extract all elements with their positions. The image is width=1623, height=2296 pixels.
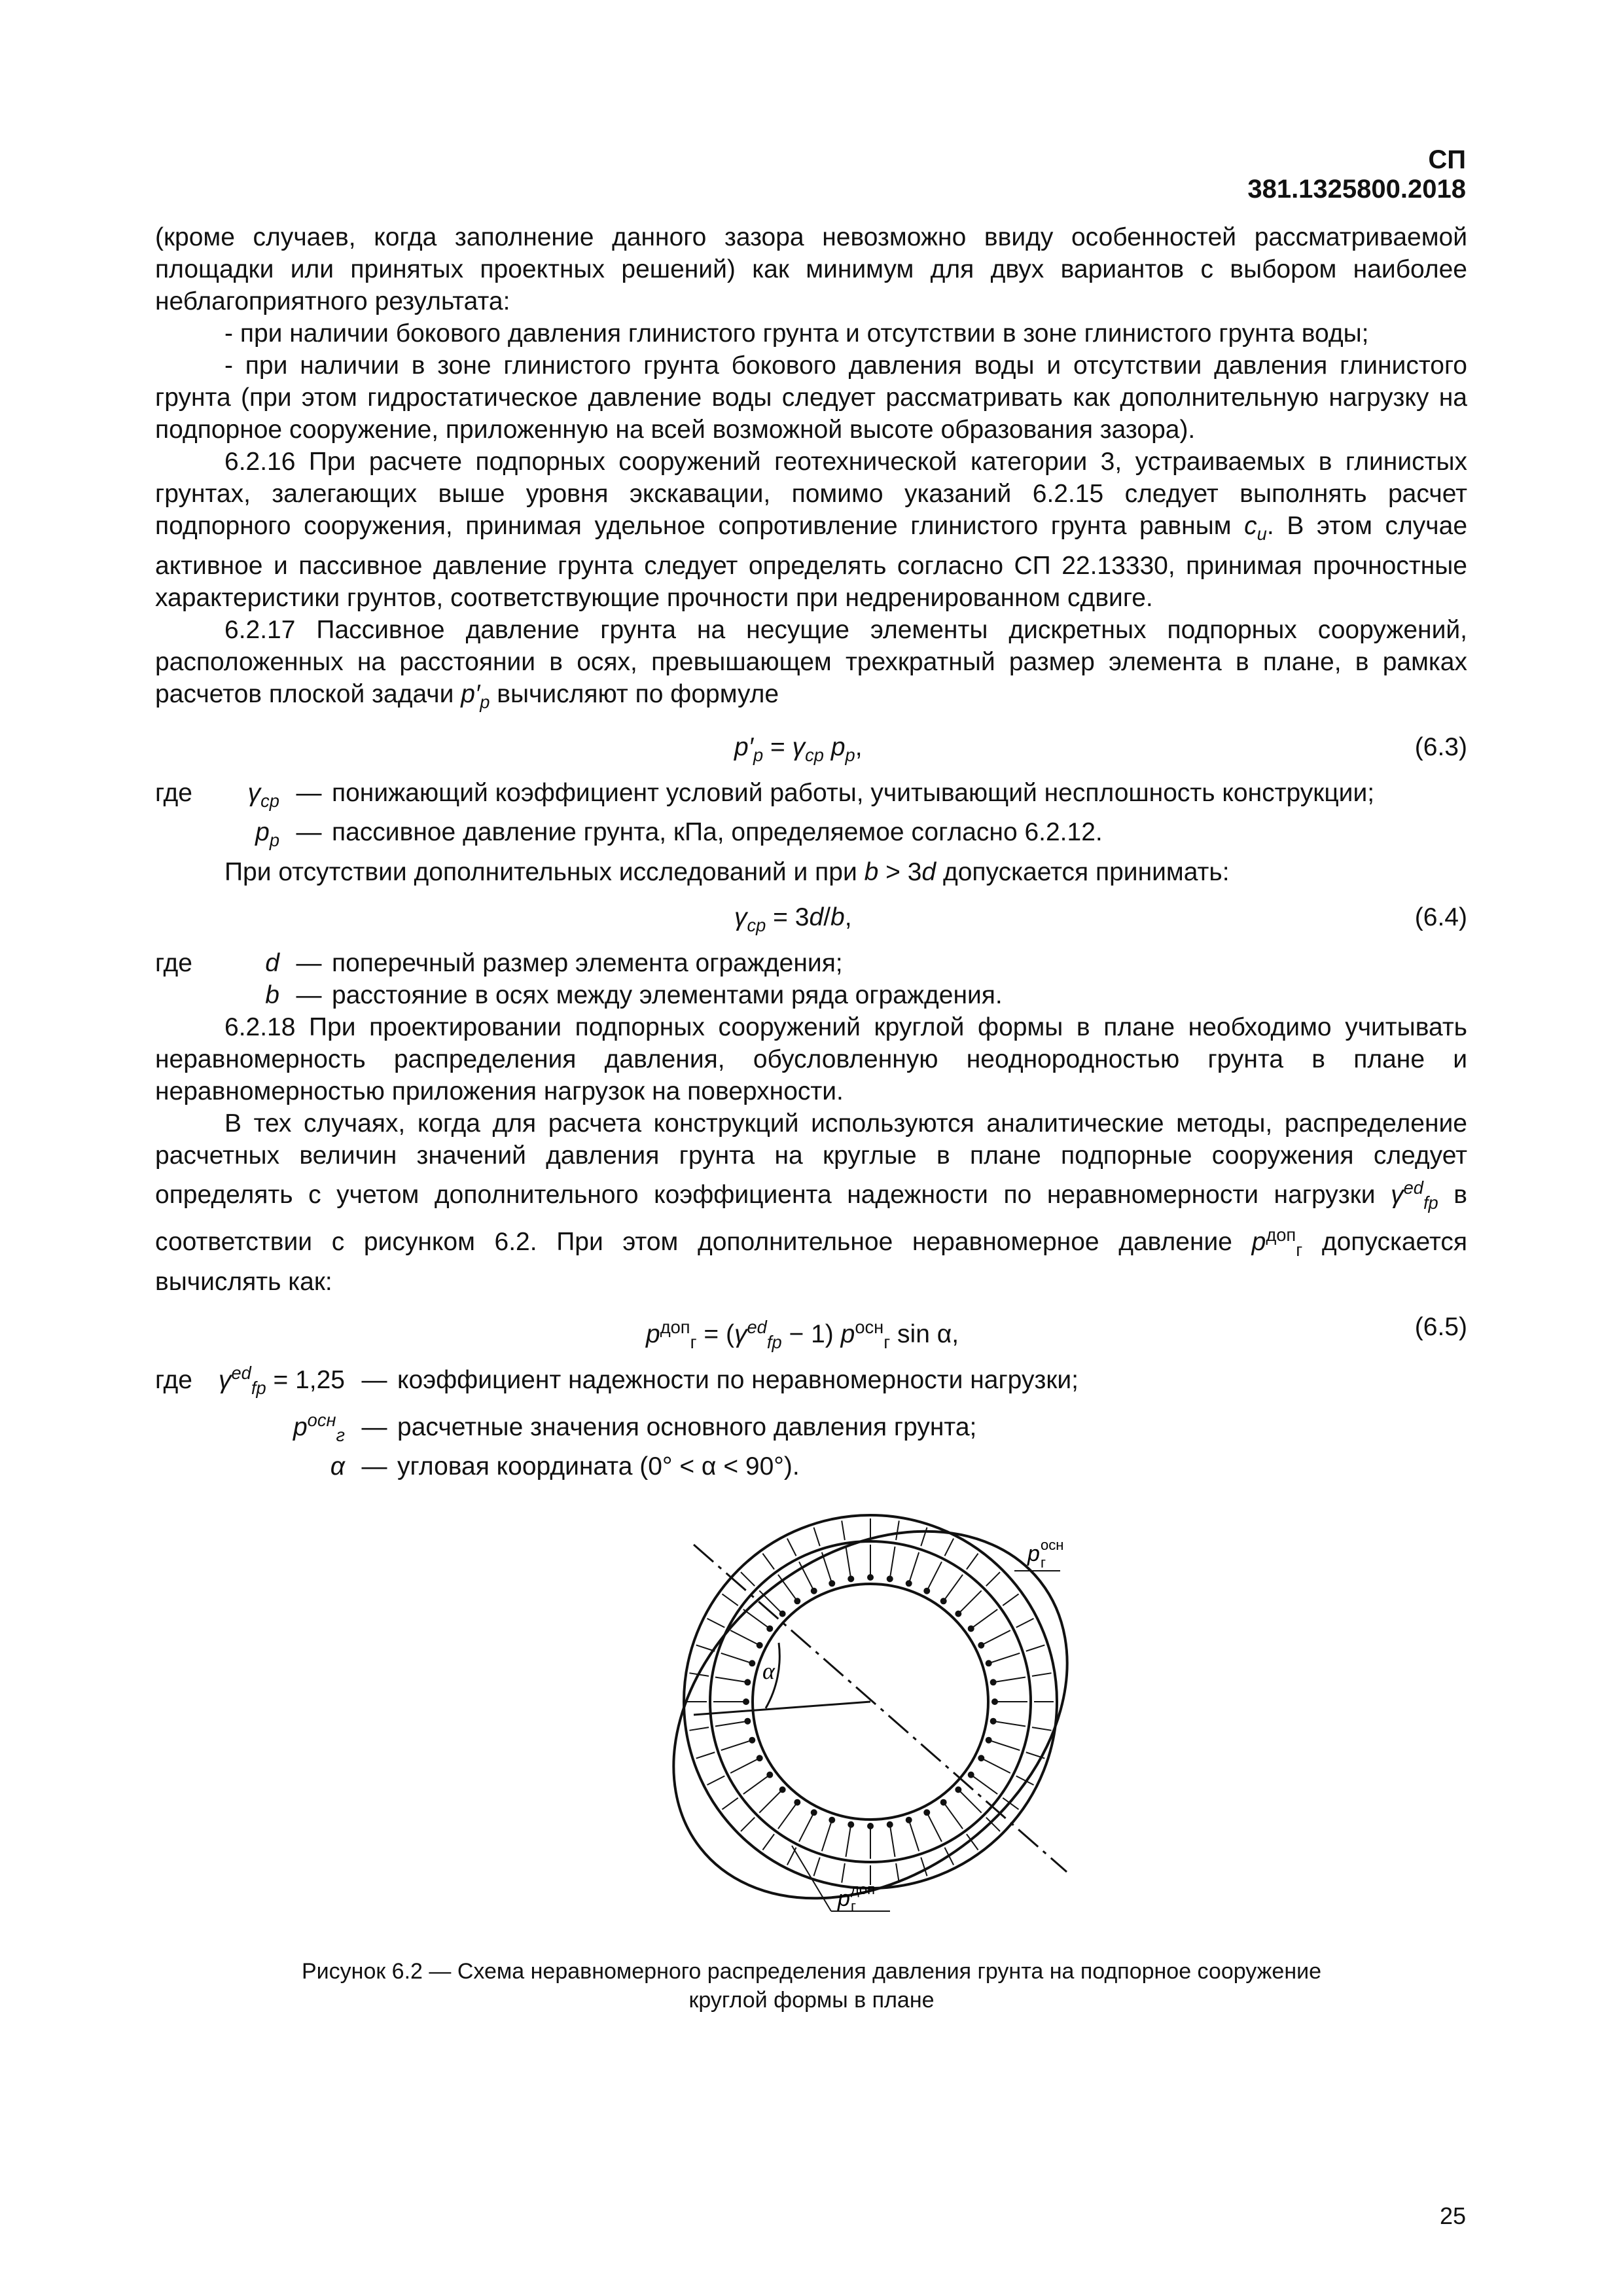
arrow-head — [829, 1818, 834, 1823]
arrow-head — [749, 1738, 755, 1743]
arrow-head — [767, 1626, 772, 1631]
formula-number: (6.3) — [1414, 732, 1467, 761]
arrow-head — [991, 1719, 996, 1724]
arrow-head — [745, 1679, 750, 1685]
pressure-arrow — [778, 1803, 797, 1829]
svg-text:г: г — [851, 1898, 857, 1914]
pressure-arrow — [958, 1590, 981, 1613]
pressure-arrow — [927, 1562, 942, 1591]
formula-6-5: $p^{доп}_г = (\gamma^{ed}_{fp} - 1)$ $p^{осн}_г$ sin α, (6.5) — [155, 1298, 1467, 1357]
pressure-arrow — [743, 1609, 770, 1628]
body-text — [155, 221, 1467, 1482]
alpha-label: α — [762, 1658, 775, 1684]
arrow-head — [986, 1738, 991, 1743]
arrow-head — [978, 1643, 984, 1648]
pressure-arrow — [971, 1609, 997, 1628]
pressure-arrow — [762, 1553, 774, 1569]
pressure-arrow — [689, 1727, 709, 1731]
formula-6-3: $p'_p = \gamma_{cp}$ $p_p$, (6.3) — [155, 718, 1467, 777]
svg-text:p: p — [838, 1886, 850, 1911]
pressure-arrow — [707, 1619, 725, 1628]
arrow-head — [906, 1581, 912, 1586]
pressure-arrow — [759, 1590, 782, 1613]
label-osn: осн — [1041, 1537, 1064, 1553]
pressure-arrow — [993, 1721, 1026, 1727]
pressure-arrow — [1032, 1727, 1052, 1731]
paragraph-6-2-17: 6.2.17 Пассивное давление грунта на несущие элементы дискретных подпорных сооружений, расположенных на расстоянии в осях, превышающем трехкратный размер элемента в плане, в рамках расчетов плоской задачи $p'_p$ вычисляют по формуле — [155, 615, 1467, 712]
svg-text:p: p — [1027, 1541, 1040, 1566]
pressure-arrow — [971, 1775, 997, 1794]
arrow-head — [941, 1598, 946, 1604]
pressure-arrow — [799, 1812, 814, 1842]
arrow-head — [757, 1643, 762, 1648]
pressure-arrow — [696, 1752, 715, 1758]
pressure-arrow — [778, 1575, 797, 1601]
arrow-head — [887, 1822, 893, 1827]
pressure-arrow — [981, 1630, 1010, 1645]
pressure-arrow — [846, 1547, 851, 1579]
pressure-arrow — [986, 1572, 1000, 1586]
arrow-head — [829, 1581, 834, 1586]
pressure-arrow — [944, 1539, 954, 1556]
arrow-head — [868, 1575, 873, 1580]
arrow-head — [924, 1810, 929, 1815]
pressure-arrow — [715, 1721, 747, 1727]
arrow-head — [978, 1755, 984, 1761]
arrow-head — [812, 1810, 817, 1815]
pressure-arrow — [842, 1863, 845, 1883]
arrow-head — [812, 1588, 817, 1594]
document-id-header: СП 381.1325800.2018 — [1247, 145, 1466, 204]
pressure-distribution-figure — [615, 1505, 1126, 1924]
pressure-arrow — [741, 1572, 755, 1586]
pressure-arrow — [822, 1552, 832, 1584]
pressure-arrow — [921, 1857, 927, 1876]
arrow-head — [887, 1576, 893, 1581]
pressure-arrow — [743, 1775, 770, 1794]
arrow-head — [868, 1823, 873, 1829]
pressure-arrow — [722, 1798, 738, 1810]
pressure-arrow — [890, 1825, 895, 1857]
arrow-head — [969, 1772, 974, 1778]
paragraph: В тех случаях, когда для расчета конструкций используются аналитические методы, распределение расчетных величин значений давления грунта на круглые в плане подпорные сооружения следует определять с учетом дополнительного коэффициента надежности по неравномерности нагрузки $\gamma^{ed}_{fp}$ в соответствии с рисунком 6.2. При этом дополнительное неравномерное давление $p^{доп}_г$ допускается вычислять как: — [155, 1109, 1467, 1296]
pressure-arrow — [944, 1575, 963, 1601]
arrow-head — [991, 1679, 996, 1685]
pressure-arrow — [787, 1539, 796, 1556]
pressure-arrow — [730, 1758, 760, 1773]
arrow-head — [767, 1772, 772, 1778]
pressure-arrow — [896, 1863, 899, 1883]
arrow-head — [848, 1576, 853, 1581]
pressure-arrow — [989, 1653, 1020, 1663]
arrow-head — [986, 1660, 991, 1666]
formula-number: (6.5) — [1414, 1312, 1467, 1341]
horizontal-radius-line — [694, 1702, 870, 1715]
pressure-arrow — [759, 1789, 782, 1812]
pressure-arrow — [1032, 1673, 1052, 1676]
arrow-head — [941, 1800, 946, 1805]
pressure-arrow — [927, 1812, 942, 1842]
arrow-head — [794, 1800, 800, 1805]
figure-caption: Рисунок 6.2 — Схема неравномерного распределения давления грунта на подпорное сооружение круглой формы в плане — [302, 1959, 1321, 2013]
arrow-head — [745, 1719, 750, 1724]
formula-6-4: $\gamma_{cp} = 3d/b$, (6.4) — [155, 888, 1467, 947]
arrow-head — [780, 1611, 785, 1617]
arrow-head — [924, 1588, 929, 1594]
pressure-arrow — [813, 1857, 819, 1876]
pressure-arrow — [722, 1594, 738, 1605]
paragraph: (кроме случаев, когда заполнение данного зазора невозможно ввиду особенностей рассматриваемой площадки или принятых проектных решений) как минимум для двух вариантов с выбором наиболее неблагоприятного результата: — [155, 223, 1467, 315]
pressure-arrow — [958, 1789, 981, 1812]
pressure-arrow — [715, 1677, 747, 1682]
pressure-arrow — [730, 1630, 760, 1645]
arrow-head — [794, 1598, 800, 1604]
arrow-head — [955, 1787, 961, 1792]
arrow-head — [992, 1699, 997, 1704]
pressure-arrow — [896, 1520, 899, 1540]
pressure-arrow — [846, 1825, 851, 1857]
formula-number: (6.4) — [1414, 903, 1467, 932]
pressure-arrow — [993, 1677, 1026, 1682]
pressure-arrow — [721, 1740, 753, 1750]
paragraph-6-2-18: 6.2.18 При проектировании подпорных сооружений круглой формы в плане необходимо учитывать неравномерность распределения давления, обусловленную неоднородностью грунта в плане и неравномерностью приложения нагрузок на поверхности. — [155, 1013, 1467, 1106]
arrow-head — [749, 1660, 755, 1666]
pressure-arrow — [890, 1547, 895, 1579]
pressure-arrow — [842, 1520, 845, 1540]
arrow-head — [780, 1787, 785, 1792]
label-dop: доп — [851, 1881, 875, 1897]
pressure-arrow — [721, 1653, 753, 1663]
list-item: - при наличии в зоне глинистого грунта бокового давления воды и отсутствии давления глинистого грунта (при этом гидростатическое давление воды следует рассматривать как дополнительную нагрузку на подпорное сооружение, приложенную на всей возможной высоте образования зазора). — [155, 351, 1467, 444]
list-item: - при наличии бокового давления глинистого грунта и отсутствии в зоне глинистого грунта воды; — [224, 319, 1369, 348]
pressure-arrow — [989, 1740, 1020, 1750]
pressure-arrow — [1026, 1645, 1045, 1651]
arrow-head — [906, 1818, 912, 1823]
arrow-head — [969, 1626, 974, 1631]
where-list-6-5: где $\gamma^{ed}_{fp} = 1,25$ — коэффициент надежности по неравномерности нагрузки; $p^{осн}_г$ — расчетные значения основного давления грунта; α — угловая координата (0° < α < 90°). — [155, 1362, 1079, 1481]
where-list-6-3: где $\gamma_{cp}$ — понижающий коэффициент условий работы, учитывающий несплошность конструкции; $p_p$ — пассивное давление грунта, кПа, определяемое согласно 6.2.12. — [155, 778, 1375, 851]
arrow-head — [848, 1822, 853, 1827]
pressure-arrow — [707, 1776, 725, 1785]
pressure-arrow — [944, 1803, 963, 1829]
pressure-arrow — [1003, 1594, 1018, 1605]
pressure-arrow — [762, 1834, 774, 1850]
paragraph-6-2-16: 6.2.16 При расчете подпорных сооружений геотехнической категории 3, устраиваемых в глинистых грунтах, залегающих выше уровня экскавации, помимо указаний 6.2.15 следует выполнять расчет подпорного сооружения, принимая удельное сопротивление глинистого грунта равным $c_u$. В этом случае активное и пассивное давление грунта следует определять согласно СП 22.13330, принимая прочностные характеристики грунтов, соответствующие прочности при недренированном сдвиге. — [155, 448, 1468, 612]
arrow-head — [757, 1755, 762, 1761]
pressure-arrow — [909, 1820, 919, 1852]
where-list-6-4: где d — поперечный размер элемента ограждения; b — расстояние в осях между элементами ряда ограждения. — [155, 949, 1003, 1010]
page-number: 25 — [1439, 2202, 1466, 2229]
paragraph: При отсутствии дополнительных исследований и при b > 3d допускается принимать: — [224, 858, 1230, 887]
arrow-head — [955, 1611, 961, 1617]
pressure-arrow — [822, 1820, 832, 1852]
pressure-arrow — [981, 1758, 1010, 1773]
arrow-head — [743, 1699, 749, 1704]
pressure-arrow — [813, 1528, 819, 1547]
svg-text:г: г — [1041, 1554, 1046, 1571]
pressure-arrow — [909, 1552, 919, 1584]
pressure-arrow — [741, 1818, 755, 1831]
pressure-arrow — [696, 1645, 715, 1651]
pressure-arrow — [1016, 1619, 1034, 1628]
pressure-arrow — [967, 1553, 978, 1569]
